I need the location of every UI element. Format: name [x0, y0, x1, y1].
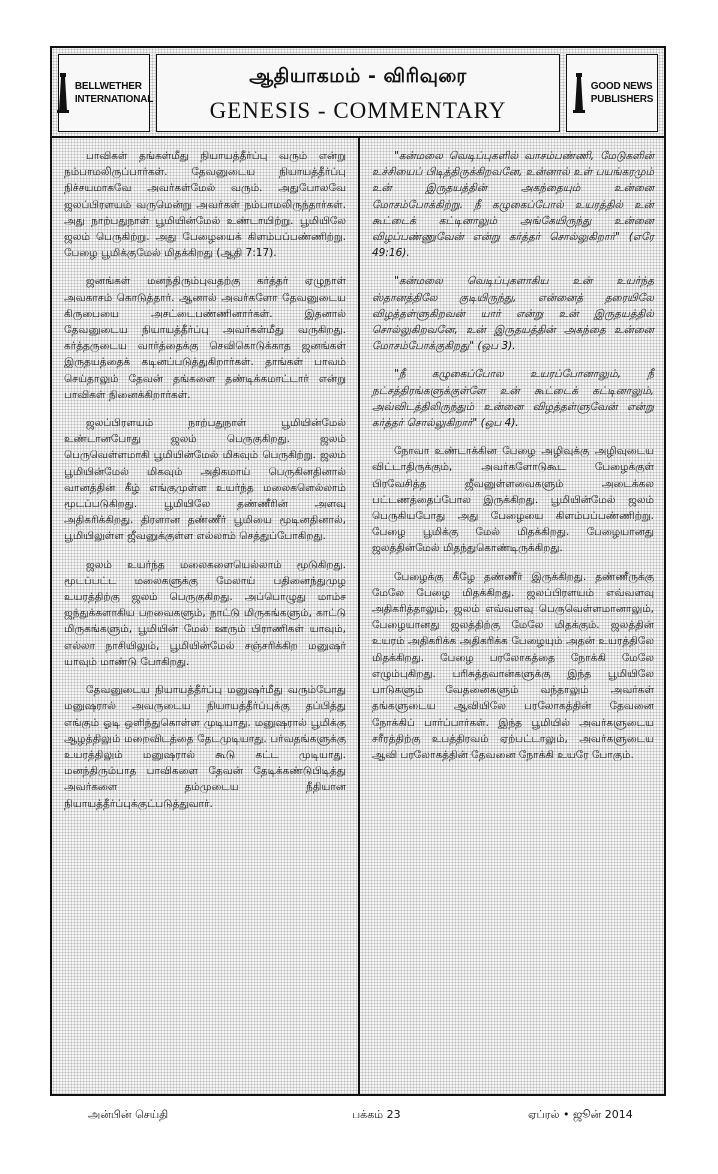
right-column [372, 148, 654, 775]
paragraph: ஜனங்கள் மனந்திரும்புவதற்கு கர்த்தர் ஏழுநாள் அவகாசம் கொடுத்தார். ஆனால் அவர்களோ தேவனுடைய கிருபையை அசட்டைபண்ணினார்கள். இதனால் தேவனுடைய நியாயத்தீர்ப்பு அவர்கள்மீது வருகிறது. கர்த்தருடைய வார்த்தைக்கு செவிகொடுக்காத ஜனங்கள் இருதயத்தைக் கடினப்படுத்துகிறார்கள். தாங்கள் பாவம் செய்தாலும் தேவன் தங்களை தண்டிக்கமாட்டார் என்று பாவிகள் நினைக்கிறார்கள். [64, 275, 346, 401]
paragraph: தேவனுடைய நியாயத்தீர்ப்பு மனுஷர்மீது வரும்போது மனுஷரால் அவருடைய நியாயத்தீர்ப்புக்கு தப்பித்து எங்கும் ஓடி ஒளிந்துகொள்ள முடியாது. மனுஷரால் பூமிக்கு ஆழத்திலும் மறைவிடத்தை தேடமுடியாது. பர்வதங்களுக்கு உயரத்திலும் மனுஷரால் கூடு கட்ட முடியாது. மனந்திரும்பாத பாவிகளை தேவன் தேடிக்கண்டுபிடித்து அவர்களை தம்முடைய நீதியான நியாயத்தீர்ப்புக்குட்படுத்துவார். [64, 684, 346, 810]
scripture-quote: "நீ கழுகைப்போல உயரப்போனாலும், நீ நட்சத்திரங்களுக்குள்ளே உன் கூட்டைக் கட்டினாலும், அவ்விடத்திலிருந்தும் உன்னை விழத்தள்ளுவேன் என்று கர்த்தர் சொல்லுகிறார்" (ஒப 4). [372, 368, 654, 430]
good-news-logo [566, 54, 658, 132]
paragraph: நோவா உண்டாக்கின பேழை அழிவுக்கு அழிவுடைய விட்டாதிருக்கும், அவர்களோடுகூட பேழைக்குள் பிரவேசித்த ஜீவனுள்ளவைகளும் அடைக்கல பட்டணத்தைப்போல இருக்கிறது. பூமியின்மேல் ஜலம் பெருகியபோது அது பேழையை கிளம்பப்பண்ணிற்று. பேழை பூமிக்கு மேல் மிதக்கிறது. பேழையானது ஜலத்தின்மேல் மிதந்துகொண்டிருக்கிறது. [372, 445, 654, 555]
footer-issue-date: ஏப்ரல் • ஜூன் 2014 [528, 1108, 633, 1121]
left-column [64, 148, 346, 824]
left-logo-line2: INTERNATIONAL [74, 94, 154, 105]
bellwether-logo [58, 54, 154, 132]
footer-publication: அன்பின் செய்தி [88, 1108, 169, 1121]
right-logo-line1: GOOD NEWS [590, 81, 653, 92]
title-box [156, 54, 560, 132]
lighthouse-icon [55, 73, 71, 113]
paragraph: பாவிகள் தங்கள்மீது நியாயத்தீர்ப்பு வரும் என்று நம்பாமலிருப்பார்கள். தேவனுடைய நியாயத்தீர்ப்பு நிச்சயமாகவே அவர்கள்மேல் வரும். அதுபோலவே ஜலப்பிரளயம் வருமென்று அவர்கள் நம்பாமலிருந்தார்கள். அது நாற்பதுநாள் பூமியின்மேல் உண்டாயிற்று. பூமியிலே ஜலம் பெருகிற்று. அது பேழையைக் கிளம்பப்பண்ணிற்று. பேழை பூமிக்குமேல் மிதக்கிறது (ஆதி 7:17). [64, 150, 346, 260]
footer-page-number: பக்கம் 23 [352, 1108, 401, 1121]
scripture-quote: "கன்மலை வெடிப்புகளாகிய உன் உயர்ந்த ஸ்தானத்திலே குடியிருந்து, என்னைத் தரையிலே விழத்தள்ளுகிறவன் யார் என்று உன் இருதயத்தில் சொல்லுகிறவனே, உன் இருதயத்தின் அகந்தை உன்னை மோசம்போக்குகிறது" (ஒப 3). [372, 275, 654, 353]
paragraph: ஜலப்பிரளயம் நாற்பதுநாள் பூமியின்மேல் உண்டானபோது ஜலம் பெருகுகிறது. ஜலம் பெருவெள்ளமாகி பூமியின்மேல் மிகவும் பெருகிற்று. ஜலம் பூமியின்மேல் மிகவும் அதிகமாய் பெருகினதினால் வானத்தின் கீழ் எங்குமுள்ள உயர்ந்த மலைகளெல்லாம் மூடப்படுகிறது. பூமியிலே தண்ணீரின் அளவு அதிகரிக்கிறது. திரளான தண்ணீர் பூமியை மூடினதினால், பூமியிலுள்ள ஜீவனுக்குள்ள எல்லாம் செத்துப்போகிறது. [64, 417, 346, 543]
paragraph: பேழைக்கு கீழே தண்ணீர் இருக்கிறது. தண்ணீருக்கு மேலே பேழை மிதக்கிறது. ஜலப்பிரளயம் எவ்வளவு அதிகரித்தாலும், ஜலம் எவ்வளவு பெருவெள்ளமானாலும், பேழையானது ஜலத்திற்கு மேலே மிதக்கும். ஜலத்தின் உயரம் அதிகரிக்க அதிகரிக்க பேழையும் அதன் உயரத்திலே மிதக்கிறது. பேழை பரலோகத்தை நோக்கி மேலே எழும்புகிறது. பரிசுத்தவான்களுக்கு இந்த பூமியிலே பாடுகளும் வேதனைகளும் வந்தாலும் அவர்கள் தங்களுடைய ஆவியிலே பரலோகத்தின் தேவனை நோக்கிப் பார்ப்பார்கள். இந்த பூமியில் அவர்களுடைய சரீரத்திற்கு உபத்திரவம் ஏற்பட்டாலும், அவர்களுடைய ஆவி பரலோகத்தின் தேவனை நோக்கி உயரே போகும். [372, 570, 654, 761]
right-logo-line2: PUBLISHERS [590, 94, 654, 105]
column-divider [358, 138, 360, 1094]
page-frame [50, 46, 666, 1096]
left-logo-line1: BELLWETHER [74, 81, 142, 92]
paragraph: ஜலம் உயர்ந்த மலைகளையெல்லாம் மூடுகிறது. மூடப்பட்ட மலைகளுக்கு மேலாய் பதினைந்துமுழ உயரத்திற்கு ஜலம் பெருகுகிறது. அப்பொழுது மாம்ச ஜந்துக்களாகிய பறவைகளும், நாட்டு மிருகங்களும், காட்டு மிருகங்களும், பூமியின் மேல் ஊரும் பிராணிகள் யாவும், எல்லா நாசியிலும், பூமியின்மேல் சஞ்சரிக்கிற மனுஷர் யாவும் மாண்டு போகிறது. [64, 558, 346, 668]
page-header [52, 48, 664, 138]
scripture-quote: "கன்மலை வெடிப்புகளில் வாசம்பண்ணி, மேடுகளின் உச்சியைப் பிடித்திருக்கிறவனே, உன்னால் உள் பயங்கரமும் உன் இருதயத்தின் அகந்தையும் உன்னை மோசம்போக்கிற்று. நீ கழுகைப்போல் உயரத்தில் உன் கூட்டைக் கட்டினாலும் அங்கேயிருந்து உன்னை விழப்பண்ணுவேன் என்று கர்த்தர் சொல்லுகிறார்" (எரே 49:16). [372, 150, 654, 260]
lighthouse-icon [571, 73, 587, 113]
page-title-english: GENESIS - COMMENTARY [209, 98, 507, 123]
page-title-tamil: ஆதியாகமம் - விரிவுரை [249, 65, 467, 87]
